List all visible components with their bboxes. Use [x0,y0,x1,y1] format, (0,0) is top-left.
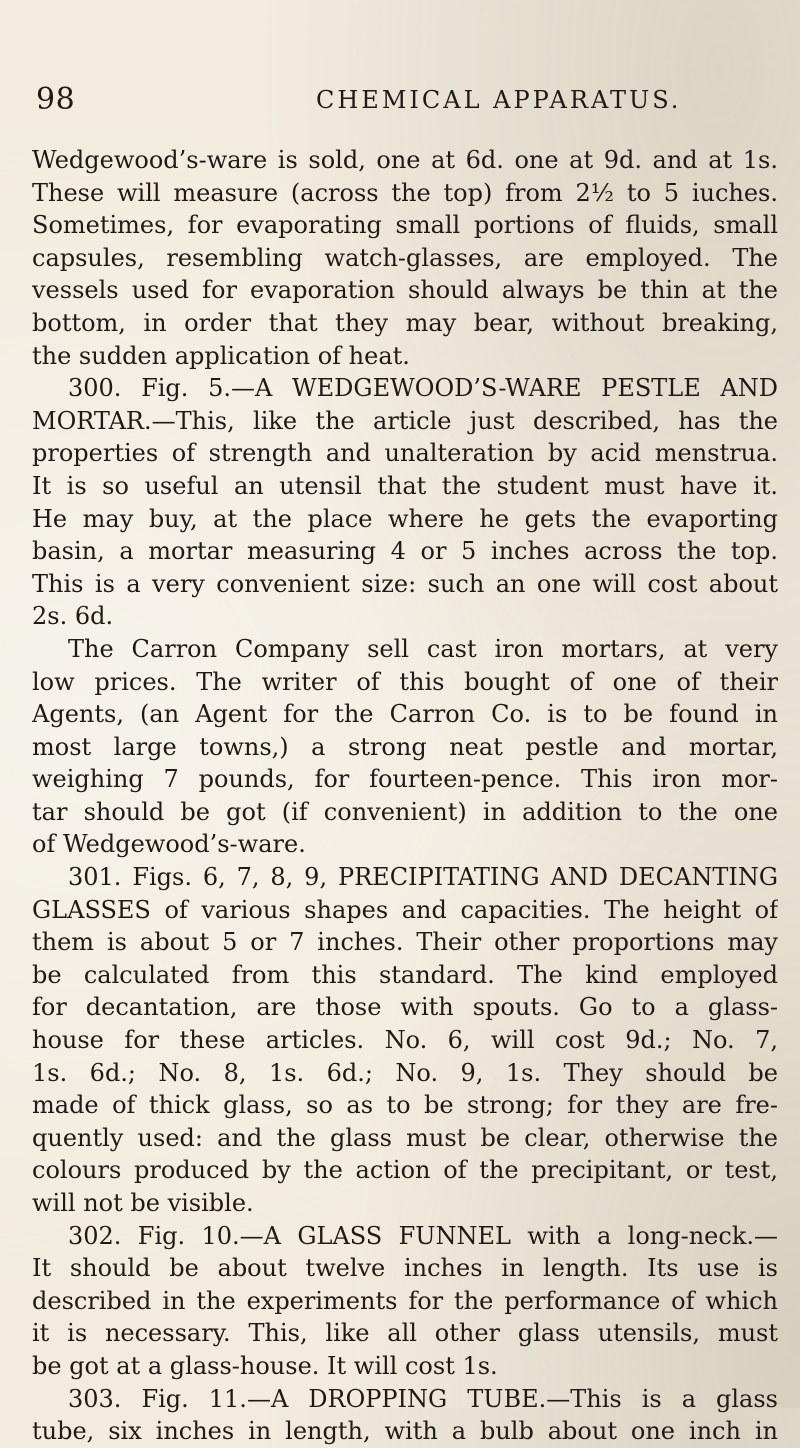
section-heading-301: 301. Figs. 6, 7, 8, 9, PRECIPITATING AND DECANTING [68,863,778,892]
text-line: 1s. 6d.; No. 8, 1s. 6d.; No. 9, 1s. They should be [32,1058,778,1087]
section-heading-300: 300. Fig. 5.—A WEDGEWOOD’S-WARE PESTLE AND [68,374,778,403]
text-line: capsules, resembling watch-glasses, are employed. The [32,243,778,272]
text-line: He may buy, at the place where he gets the evaporting [32,504,778,533]
paragraph-carron: The Carron Company sell cast iron mortars, at very [68,634,778,663]
text-line: properties of strength and unalteration by acid menstrua. [32,439,778,468]
text-line: It should be about twelve inches in length. Its use is [32,1254,778,1283]
text-line: be calculated from this standard. The kind employed [32,960,778,989]
text-line: This is a very convenient size: such an one will cost about [32,569,778,598]
text-line: tube, six inches in length, with a bulb about one inch in [32,1417,778,1446]
running-title: CHEMICAL APPARATUS. [316,86,682,114]
page-number: 98 [36,82,76,117]
text-line: GLASSES of various shapes and capacities. The height of [32,895,778,924]
text-line: 2s. 6d. [32,602,114,631]
text-line: tar should be got (if convenient) in addition to the one [32,797,778,826]
text-line: These will measure (across the top) from 2½ to 5 iuches. [32,178,778,207]
text-line: house for these articles. No. 6, will cost 9d.; No. 7, [32,1026,778,1055]
body-text [32,144,778,1448]
text-line: the sudden application of heat. [32,341,410,370]
text-line: MORTAR.—This, like the article just described, has the [32,406,778,435]
text-line: Sometimes, for evaporating small portions of fluids, small [32,211,778,240]
text-line: Wedgewood’s-ware is sold, one at 6d. one at 9d. and at 1s. [32,146,778,174]
text-line: weighing 7 pounds, for fourteen-pence. This iron mor- [32,765,778,794]
text-line: most large towns,) a strong neat pestle and mortar, [32,732,778,761]
text-line: vessels used for evaporation should always be thin at the [32,276,778,305]
text-line: made of thick glass, so as to be strong; for they are fre- [32,1091,778,1120]
text-line: basin, a mortar measuring 4 or 5 inches across the top. [32,537,778,566]
text-line: Agents, (an Agent for the Carron Co. is to be found in [32,700,778,729]
text-line: It is so useful an utensil that the student must have it. [32,471,778,500]
text-line: it is necessary. This, like all other glass utensils, must [32,1319,778,1348]
section-heading-302: 302. Fig. 10.—A GLASS FUNNEL with a long-neck.— [68,1221,778,1250]
running-head [36,82,776,122]
text-line: be got at a glass-house. It will cost 1s. [32,1351,498,1380]
text-line: for decantation, are those with spouts. Go to a glass- [32,993,778,1022]
text-line: them is about 5 or 7 inches. Their other proportions may [32,928,778,957]
text-line: described in the experiments for the performance of which [32,1286,778,1315]
text-line: colours produced by the action of the precipitant, or test, [32,1156,778,1185]
text-line: will not be visible. [32,1189,254,1217]
text-line: of Wedgewood’s-ware. [32,830,306,859]
text-line: bottom, in order that they may bear, without breaking, [32,308,778,337]
text-line: low prices. The writer of this bought of one of their [32,667,778,696]
text-line: quently used: and the glass must be clear, otherwise the [32,1123,778,1152]
section-heading-303: 303. Fig. 11.—A DROPPING TUBE.—This is a glass [68,1384,778,1413]
